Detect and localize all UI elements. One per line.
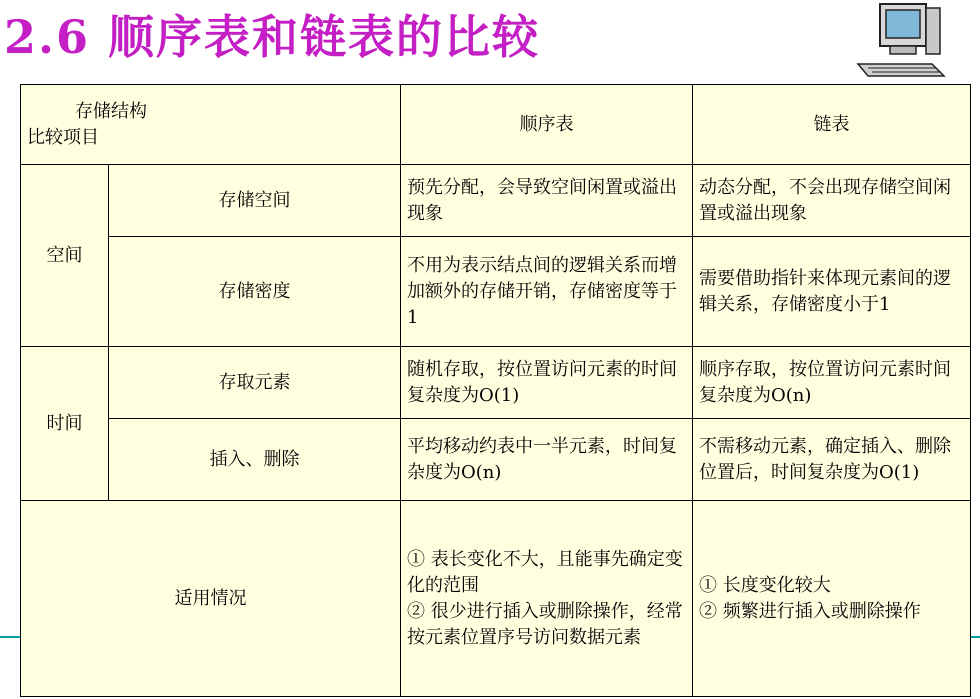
table-row — [21, 501, 971, 697]
seq-usage-point-2: ② 很少进行插入或删除操作，经常按元素位置序号访问数据元素 — [407, 600, 683, 648]
cell-seq-storage-density: 不用为表示结点间的逻辑关系而增加额外的存储开销，存储密度等于1 — [401, 237, 693, 347]
corner-header-cell — [21, 85, 401, 165]
comparison-table — [20, 84, 971, 697]
cell-seq-access: 随机存取，按位置访问元素的时间复杂度为O(1) — [401, 347, 693, 419]
decor-line-left — [0, 636, 20, 638]
item-access-element: 存取元素 — [109, 347, 401, 419]
col-header-linked-list: 链表 — [693, 85, 971, 165]
link-usage-point-2: ② 频繁进行插入或删除操作 — [699, 600, 921, 622]
cell-seq-usage — [401, 501, 693, 697]
cell-link-access: 顺序存取，按位置访问元素时间复杂度为O(n) — [693, 347, 971, 419]
cell-seq-insert-delete: 平均移动约表中一半元素，时间复杂度为O(n) — [401, 419, 693, 501]
item-usage: 适用情况 — [21, 501, 401, 697]
item-storage-space: 存储空间 — [109, 165, 401, 237]
cell-seq-storage-space: 预先分配，会导致空间闲置或溢出现象 — [401, 165, 693, 237]
group-space: 空间 — [21, 165, 109, 347]
cell-link-storage-density: 需要借助指针来体现元素间的逻辑关系，存储密度小于1 — [693, 237, 971, 347]
col-header-sequential-list: 顺序表 — [401, 85, 693, 165]
table-row — [21, 347, 971, 419]
item-storage-density: 存储密度 — [109, 237, 401, 347]
header-row — [21, 85, 971, 165]
cell-link-usage — [693, 501, 971, 697]
seq-usage-point-1: ① 表长变化不大，且能事先确定变化的范围 — [407, 548, 683, 596]
cell-link-insert-delete: 不需移动元素，确定插入、删除位置后，时间复杂度为O(1) — [693, 419, 971, 501]
table-row — [21, 165, 971, 237]
cell-link-storage-space: 动态分配，不会出现存储空间闲置或溢出现象 — [693, 165, 971, 237]
group-time: 时间 — [21, 347, 109, 501]
table-row — [21, 237, 971, 347]
link-usage-point-1: ① 长度变化较大 — [699, 574, 831, 596]
table-row — [21, 419, 971, 501]
item-insert-delete: 插入、删除 — [109, 419, 401, 501]
desktop-computer-icon — [854, 2, 946, 80]
corner-storage-structure: 存储结构 — [75, 100, 147, 122]
slide-title: 2.6 顺序表和链表的比较 — [4, 10, 541, 64]
corner-compare-item: 比较项目 — [27, 126, 99, 148]
